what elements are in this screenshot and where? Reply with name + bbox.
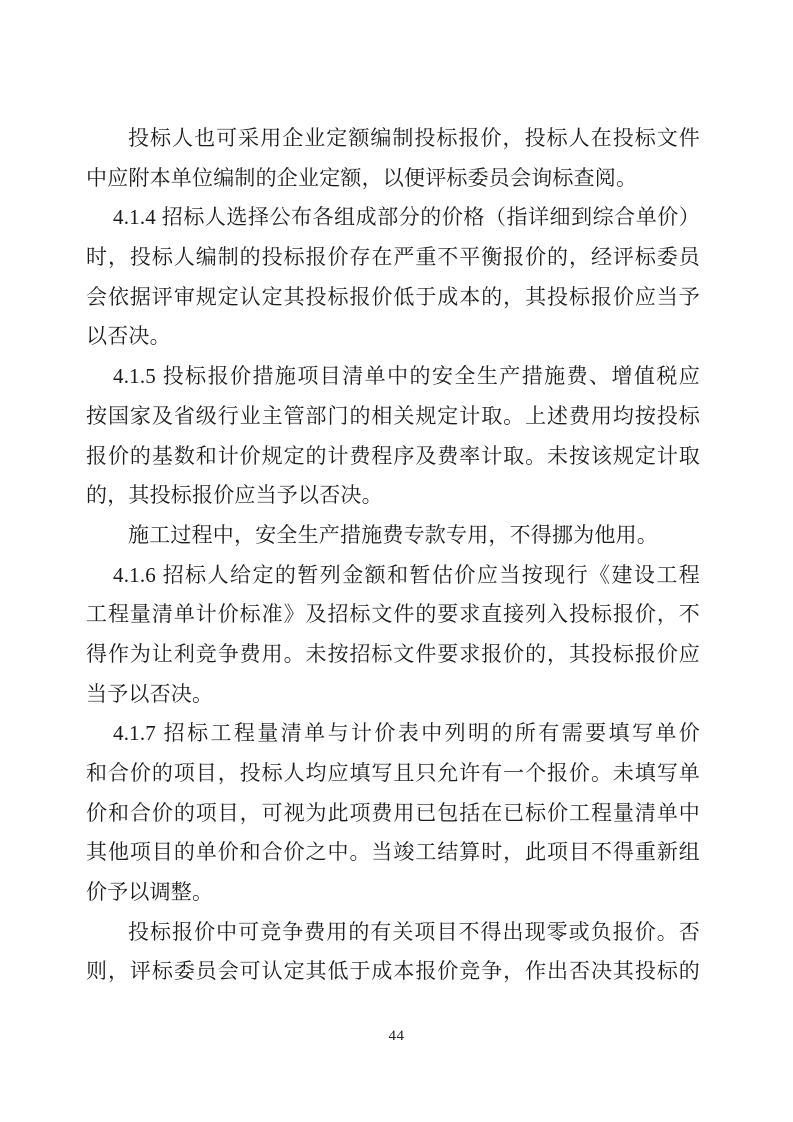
text-line: 会依据评审规定认定其投标报价低于成本的，其投标报价应当予: [86, 284, 700, 309]
text-line: 价予以调整。: [86, 880, 214, 905]
text-line: 其他项目的单价和合价之中。当竣工结算时，此项目不得重新组: [86, 840, 700, 865]
text-line: 报价的基数和计价规定的计费程序及费率计取。未按该规定计取: [86, 443, 700, 468]
text-line: 施工过程中，安全生产措施费专款专用，不得挪为他用。: [128, 522, 658, 547]
text-line: 4.1.5 投标报价措施项目清单中的安全生产措施费、增值税应: [113, 364, 700, 389]
document-body: [86, 119, 700, 992]
page-footer: [0, 1026, 793, 1046]
text-line: 4.1.4 招标人选择公布各组成部分的价格（指详细到综合单价）: [113, 205, 700, 230]
text-line: 的，其投标报价应当予以否决。: [86, 483, 383, 508]
text-line: 得作为让利竞争费用。未按招标文件要求报价的，其投标报价应: [86, 641, 700, 666]
text-line: 投标人也可采用企业定额编制投标报价，投标人在投标文件: [128, 126, 700, 150]
text-line: 当予以否决。: [86, 681, 214, 706]
text-line: 4.1.7 招标工程量清单与计价表中列明的所有需要填写单价: [113, 721, 700, 746]
page-number: 44: [388, 1028, 405, 1044]
text-line: 价和合价的项目，可视为此项费用已包括在已标价工程量清单中: [86, 800, 700, 825]
text-line: 以否决。: [86, 324, 171, 349]
text-line: 时，投标人编制的投标报价存在严重不平衡报价的，经评标委员: [86, 245, 700, 270]
text-line: 4.1.6 招标人给定的暂列金额和暂估价应当按现行《建设工程: [113, 562, 700, 587]
text-line: 工程量清单计价标准》及招标文件的要求直接列入投标报价，不: [86, 602, 700, 627]
text-line: 投标报价中可竞争费用的有关项目不得出现零或负报价。否: [128, 919, 700, 944]
text-line: 和合价的项目，投标人均应填写且只允许有一个报价。未填写单: [86, 761, 700, 785]
text-line: 按国家及省级行业主管部门的相关规定计取。上述费用均按投标: [86, 403, 700, 428]
text-line: 中应附本单位编制的企业定额，以便评标委员会询标查阅。: [86, 165, 638, 190]
text-line: 则，评标委员会可认定其低于成本报价竞争，作出否决其投标的: [86, 959, 700, 984]
